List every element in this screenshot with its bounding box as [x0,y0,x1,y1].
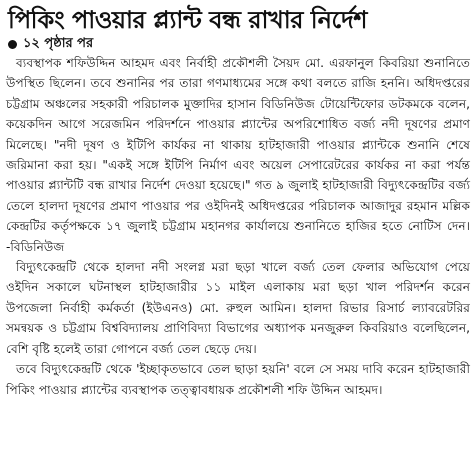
continuation-label: ১২ পৃষ্ঠার পর [23,36,94,51]
bullet-icon [8,40,17,49]
paragraph-3: তবে বিদ্যুৎকেন্দ্রটি থেকে 'ইচ্ছাকৃতভাবে তেল ছাড়া হয়নি' বলে সে সময় দাবি করেন হাটহাজারী পিকিং পাওয়ার প্ল্যান্টের ব্যবস্থাপক তত্ত্বাবধায়ক প্রকৌশলী শফি উদ্দিন আহমদ। [6,362,470,397]
paragraph-2: বিদ্যুৎকেন্দ্রটি থেকে হালদা নদী সংলগ্ন মরা ছড়া খালে বর্জ্য তেল ফেলার অভিযোগ পেয়ে ওইদিন সকালে ঘটনাস্থল হাটহাজারীর ১১ মাইল এলাকায় মরা ছড়া খাল পরিদর্শন করেন উপজেলা নির্বাহী কর্মকর্তা (ইউএনও) মো. রুহুল আমিন। হালদা রিভার রিসার্চ ল্যাবরেটরির সমন্বয়ক ও চট্টগ্রাম বিশ্ববিদ্যালয় প্রাণিবিদ্যা বিভাগের অধ্যাপক মনজুরুল কিবরিয়াও বলেছিলেন, বেশি বৃষ্টি হলেই তারা গোপনে বর্জ্য তেল ছেড়ে দেয়। [6,260,470,356]
paragraph-1: ব্যবস্থাপক শফিউদ্দিন আহমদ এবং নির্বাহী প্রকৌশলী সৈয়দ মো. এরফানুল কিবরিয়া শুনানিতে উপস্থিত ছিলেন। তবে শুনানির পর তারা গণমাধ্যমের সঙ্গে কথা বলতে রাজি হননি। অধিদপ্তরের চট্টগ্রাম অঞ্চলের সহকারী পরিচালক মুক্তাদির হাসান বিডিনিউজ টোয়েন্টিফোর ডটকমকে বলেন, কয়েকদিন আগে সরেজমিন পরিদর্শনে পাওয়ার প্ল্যান্টের অপরিশোধিত বর্জ্য নদী দূষণের প্রমাণ মিলেছে। "নদী দূষণ ও ইটিপি কার্যকর না থাকায় হাটহাজারী পাওয়ার প্ল্যান্টকে শুনানি শেষে জরিমানা করা হয়। "একই সঙ্গে ইটিপি নির্মাণ এবং অয়েল সেপারেটরের কার্যকর না করা পর্যন্ত পাওয়ার প্ল্যান্টটি বন্ধ রাখার নির্দেশ দেওয়া হয়েছে।" গত ৯ জুলাই হাটহাজারী বিদ্যুৎকেন্দ্রটির বর্জ্য তেলে হালদা দূষণের প্রমাণ পাওয়ার পর ওইদিনই অধিদপ্তরের পরিচালক আজাদুর রহমান মল্লিক কেন্দ্রটির কর্তৃপক্ষকে ১৭ জুলাই চট্টগ্রাম মহানগর কার্যালয়ে শুনানিতে হাজির হতে নোটিস দেন। -বিডিনিউজ [6,56,470,254]
headline: পিকিং পাওয়ার প্ল্যান্ট বন্ধ রাখার নির্দেশ [8,6,367,34]
article-body [6,53,470,400]
continuation-line [6,36,470,52]
